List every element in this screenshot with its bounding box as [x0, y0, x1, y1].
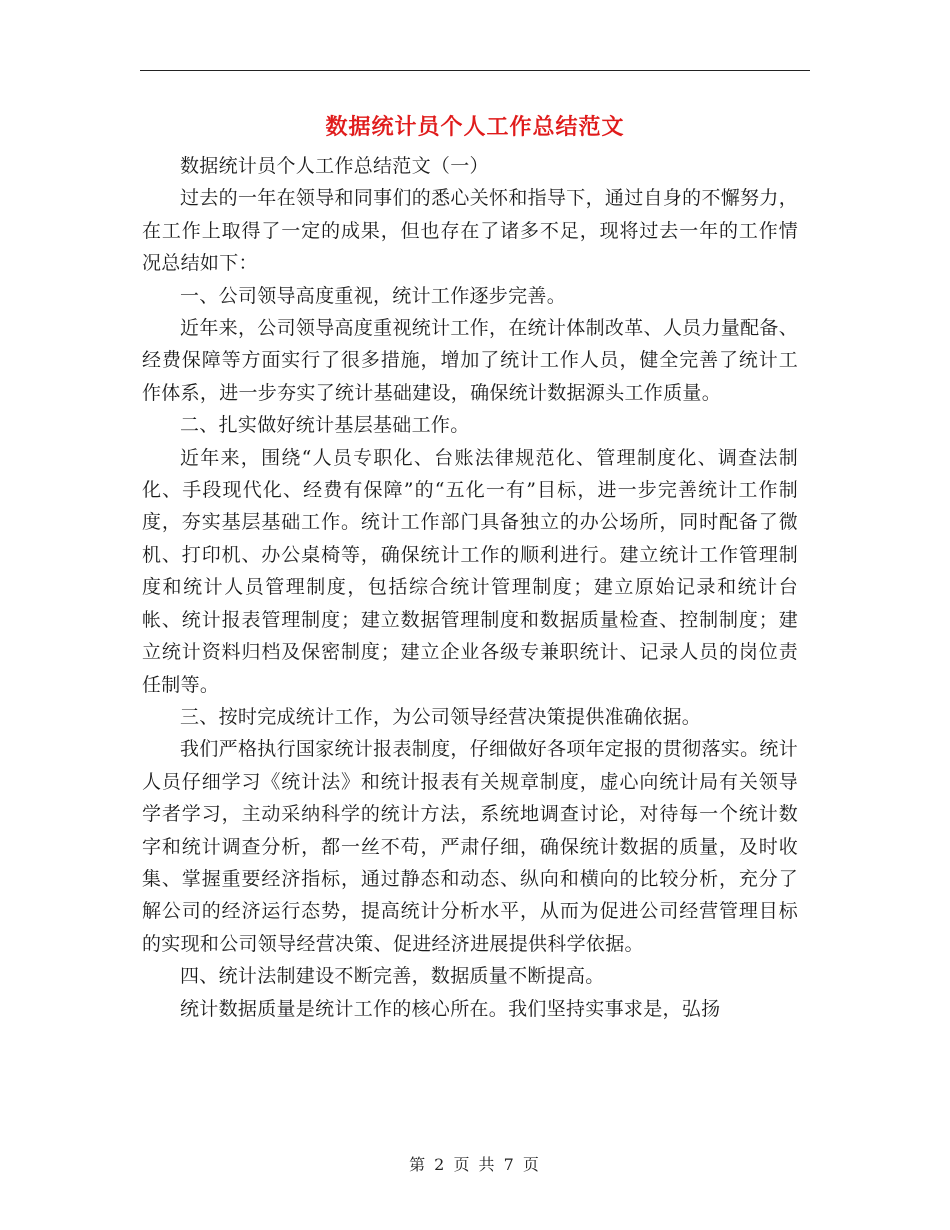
document-title: 数据统计员个人工作总结范文	[325, 115, 625, 140]
section-body-2: 近年来，围绕“人员专职化、台账法律规范化、管理制度化、调查法制化、手段现代化、经费有保障”的“五化一有”目标，进一步完善统计工作制度，夯实基层基础工作。统计工作部门具备独立的办公场所，同时配备了微机、打印机、办公桌椅等，确保统计工作的顺利进行。建立统计工作管理制度和统计人员管理制度，包括综合统计管理制度；建立原始记录和统计台帐、统计报表管理制度；建立数据管理制度和数据质量检查、控制制度；建立统计资料归档及保密制度；建立企业各级专兼职统计、记录人员的岗位责任制等。	[142, 446, 798, 696]
section-heading-2: 二、扎实做好统计基层基础工作。	[180, 414, 470, 437]
section-body-3: 我们严格执行国家统计报表制度，仔细做好各项年定报的贯彻落实。统计人员仔细学习《统计法》和统计报表有关规章制度，虚心向统计局有关领导学者学习，主动采纳科学的统计方法，系统地调查讨论，对待每一个统计数字和统计调查分析，都一丝不苟，严肃仔细，确保统计数据的质量，及时收集、掌握重要经济指标，通过静态和动态、纵向和横向的比较分析，充分了解公司的经济运行态势，提高统计分析水平，从而为促进公司经营管理目标的实现和公司领导经营决策、促进经济进展提供科学依据。	[142, 738, 798, 955]
document-body	[142, 150, 798, 1025]
section-body-4: 统计数据质量是统计工作的核心所在。我们坚持实事求是，弘扬	[180, 997, 721, 1020]
header-rule	[140, 70, 810, 71]
section-body-1: 近年来，公司领导高度重视统计工作，在统计体制改革、人员力量配备、经费保障等方面实行了很多措施，增加了统计工作人员，健全完善了统计工作体系，进一步夯实了统计基础建设，确保统计数据源头工作质量。	[142, 317, 798, 404]
section-heading-3: 三、按时完成统计工作，为公司领导经营决策提供准确依据。	[180, 705, 702, 728]
section-heading-4: 四、统计法制建设不断完善，数据质量不断提高。	[180, 965, 605, 988]
intro-paragraph: 过去的一年在领导和同事们的悉心关怀和指导下，通过自身的不懈努力，在工作上取得了一定的成果，但也存在了诸多不足，现将过去一年的工作情况总结如下：	[142, 187, 798, 275]
section-heading-1: 一、公司领导高度重视，统计工作逐步完善。	[180, 284, 567, 307]
subtitle-paragraph: 数据统计员个人工作总结范文（一）	[180, 155, 489, 177]
page-number-footer: 第 2 页 共 7 页	[409, 1155, 541, 1174]
